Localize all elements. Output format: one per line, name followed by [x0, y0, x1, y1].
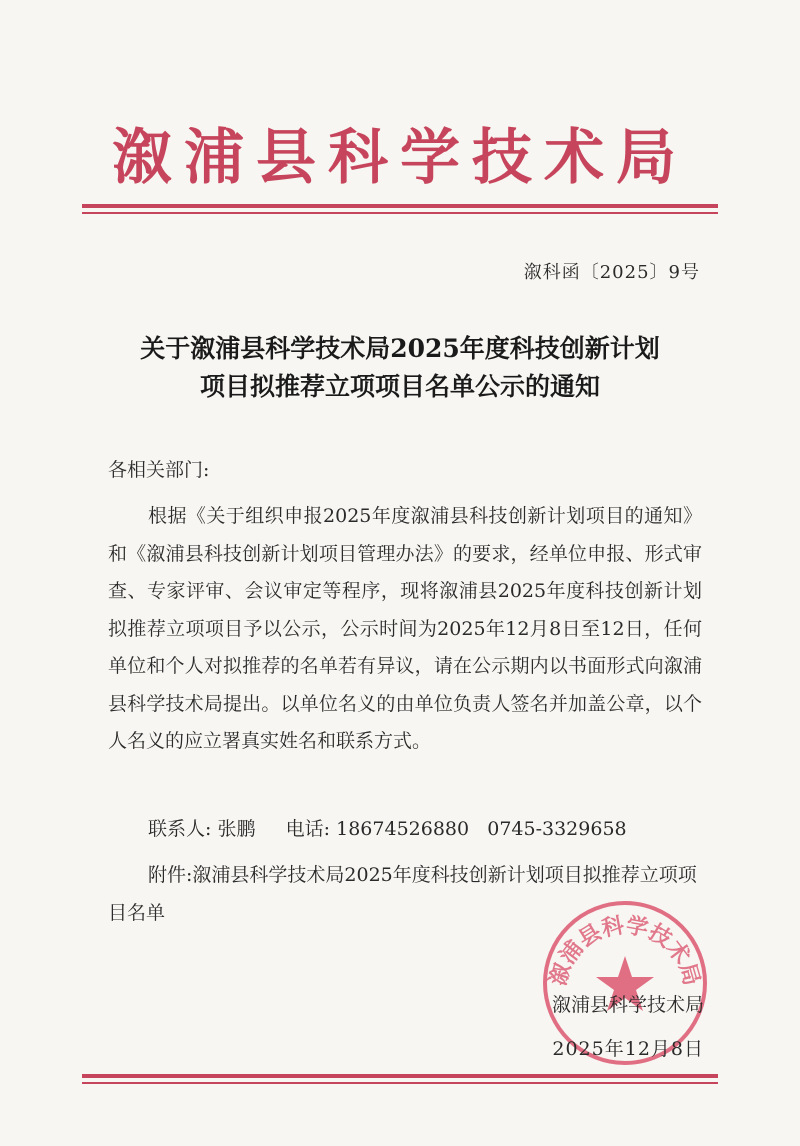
title-line-2: 项目拟推荐立项项目名单公示的通知 — [199, 372, 600, 401]
agency-masthead: 溆浦县科学技术局 — [112, 123, 688, 193]
footer-rule-thick — [82, 1074, 718, 1078]
contact-label: 联系人: — [148, 818, 212, 840]
signing-organization: 溆浦县科学技术局 — [551, 994, 704, 1016]
signing-date: 2025年12月8日 — [552, 1038, 704, 1060]
masthead-rule-thin — [82, 212, 718, 214]
svg-text:溆浦县科学技术局: 溆浦县科学技术局 — [546, 913, 704, 989]
contact-name: 张鹏 — [217, 818, 256, 840]
footer-rule-thin — [82, 1082, 718, 1084]
attachment-note: 附件:溆浦县科学技术局2025年度科技创新计划项目拟推荐立项项目名单 — [108, 864, 697, 924]
contact-line — [148, 814, 627, 841]
title-line-1: 关于溆浦县科学技术局2025年度科技创新计划 — [140, 334, 660, 363]
phone-mobile: 18674526880 — [336, 818, 470, 840]
phone-office: 0745-3329658 — [487, 818, 627, 840]
phone-label: 电话: — [285, 818, 331, 840]
document-number: 溆科函〔2025〕9号 — [523, 262, 700, 283]
document-title — [60, 330, 740, 406]
masthead-rule-thick — [82, 204, 718, 208]
body-paragraph: 根据《关于组织申报2025年度溆浦县科技创新计划项目的通知》和《溆浦县科技创新计划项目管理办法》的要求，经单位申报、形式审查、专家评审、会议审定等程序，现将溆浦县2025年度科技创新计划拟推荐立项项目予以公示，公示时间为2025年12月8日至12日，任何单位和个人对拟推荐的名单若有异议，请在公示期内以书面形式向溆浦县科学技术局提出。以单位名义的由单位负责人签名并加盖公章，以个人名义的应立署真实姓名和联系方式。 — [108, 505, 702, 752]
salutation: 各相关部门: — [108, 459, 210, 481]
